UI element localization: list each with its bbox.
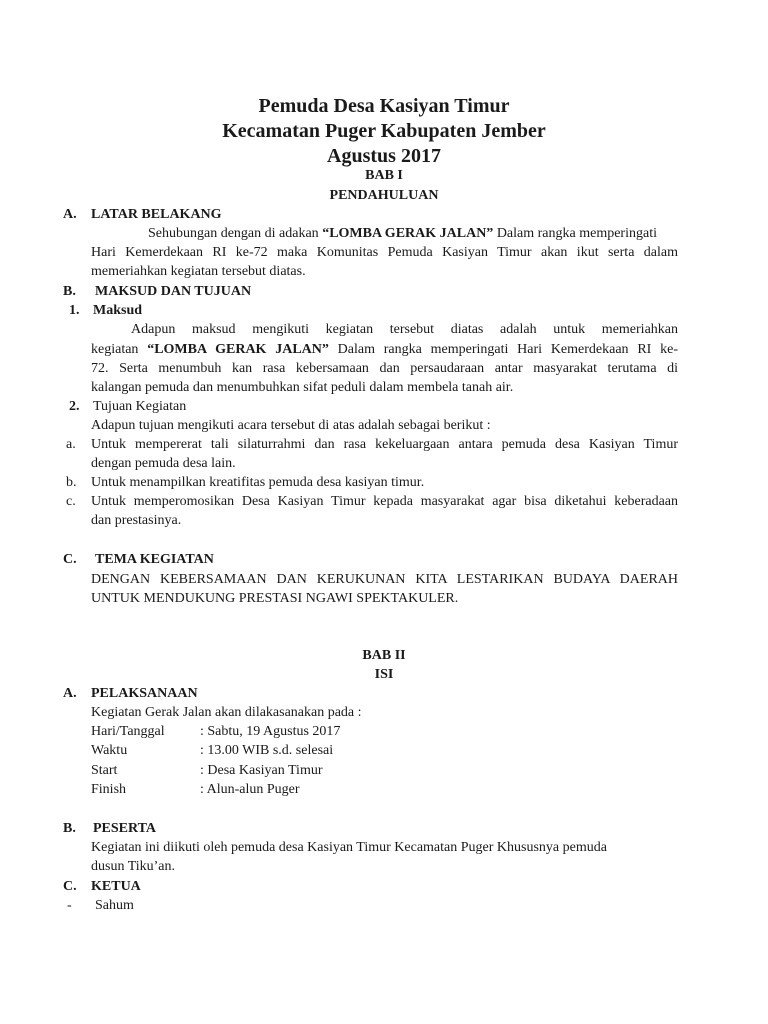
section-b-marker: B. bbox=[63, 284, 76, 299]
tujuan-intro: Adapun tujuan mengikuti acara tersebut di atas adalah sebagai berikut : bbox=[91, 418, 491, 433]
section-a-heading: LATAR BELAKANG bbox=[91, 207, 222, 222]
chapter-1-subtitle: PENDAHULUAN bbox=[329, 188, 439, 203]
section-b-heading: MAKSUD DAN TUJUAN bbox=[95, 284, 252, 299]
section-a-marker: A. bbox=[63, 207, 77, 222]
ketua-item-marker: - bbox=[67, 898, 72, 913]
chapter-2-title: BAB II bbox=[362, 648, 406, 663]
pelaksanaan-marker: A. bbox=[63, 686, 77, 701]
schedule-date-value: : Sabtu, 19 Agustus 2017 bbox=[200, 724, 341, 739]
peserta-heading: PESERTA bbox=[93, 821, 157, 836]
maksud-heading: Maksud bbox=[93, 303, 143, 318]
peserta-marker: B. bbox=[63, 821, 76, 836]
tujuan-item-b-line-1: Untuk menampilkan kreatifitas pemuda desa kasiyan timur. bbox=[91, 475, 425, 490]
tujuan-item-c-line-2: dan prestasinya. bbox=[91, 513, 182, 528]
background-line-2: Hari Kemerdekaan RI ke-72 maka Komunitas Pemuda Kasiyan Timur akan ikut serta dalam bbox=[91, 245, 678, 260]
background-line-3: memeriahkan kegiatan tersebut diatas. bbox=[91, 264, 306, 279]
tujuan-item-a-line-2: dengan pemuda desa lain. bbox=[91, 456, 236, 471]
pelaksanaan-heading: PELAKSANAAN bbox=[91, 686, 198, 701]
background-paragraph: Sehubungan dengan di adakan “LOMBA GERAK JALAN” Dalam rangka memperingati bbox=[148, 226, 657, 241]
document-title-line2: Kecamatan Puger Kabupaten Jember bbox=[222, 120, 546, 142]
ketua-heading: KETUA bbox=[91, 879, 141, 894]
maksud-marker: 1. bbox=[69, 303, 80, 318]
ketua-marker: C. bbox=[63, 879, 77, 894]
theme-line-2: UNTUK MENDUKUNG PRESTASI NGAWI SPEKTAKULER. bbox=[91, 591, 459, 606]
tujuan-heading: Tujuan Kegiatan bbox=[93, 399, 187, 414]
schedule-start-value: : Desa Kasiyan Timur bbox=[200, 763, 323, 778]
peserta-line-2: dusun Tiku’an. bbox=[91, 859, 176, 874]
schedule-date-label: Hari/Tanggal bbox=[91, 724, 165, 739]
tujuan-marker: 2. bbox=[69, 399, 80, 414]
chapter-2-subtitle: ISI bbox=[374, 667, 394, 682]
schedule-finish-value: : Alun-alun Puger bbox=[200, 782, 300, 797]
schedule-time-label: Waktu bbox=[91, 743, 128, 758]
maksud-line-1: Adapun maksud mengikuti kegiatan tersebut diatas adalah untuk memeriahkan bbox=[131, 322, 678, 337]
tujuan-item-c-line-1: Untuk memperomosikan Desa Kasiyan Timur kepada masyarakat agar bisa diketahui keberadaan bbox=[91, 494, 678, 509]
schedule-finish-label: Finish bbox=[91, 782, 127, 797]
schedule-start-label: Start bbox=[91, 763, 118, 778]
theme-line-1: DENGAN KEBERSAMAAN DAN KERUKUNAN KITA LESTARIKAN BUDAYA DAERAH bbox=[91, 572, 678, 587]
maksud-line-3: 72. Serta menumbuh kan rasa kebersamaan dan persaudaraan antar masyarakat terutama di bbox=[91, 361, 678, 376]
schedule-time-value: : 13.00 WIB s.d. selesai bbox=[200, 743, 334, 758]
tujuan-item-a-marker: a. bbox=[66, 437, 76, 452]
pelaksanaan-intro: Kegiatan Gerak Jalan akan dilakasanakan pada : bbox=[91, 705, 362, 720]
ketua-item-name: Sahum bbox=[95, 898, 134, 913]
maksud-line-2: kegiatan “LOMBA GERAK JALAN” Dalam rangka memperingati Hari Kemerdekaan RI ke- bbox=[91, 342, 678, 357]
document-title-line3: Agustus 2017 bbox=[327, 145, 441, 167]
section-c-marker: C. bbox=[63, 552, 77, 567]
document-title-line1: Pemuda Desa Kasiyan Timur bbox=[258, 95, 510, 117]
section-c-heading: TEMA KEGIATAN bbox=[95, 552, 214, 567]
tujuan-item-a-line-1: Untuk mempererat tali silaturrahmi dan rasa kekeluargaan antara pemuda desa Kasiyan Timur bbox=[91, 437, 678, 452]
maksud-line-4: kalangan pemuda dan menumbuhkan sifat peduli dalam membela tanah air. bbox=[91, 380, 514, 395]
tujuan-item-c-marker: c. bbox=[66, 494, 76, 509]
peserta-line-1: Kegiatan ini diikuti oleh pemuda desa Kasiyan Timur Kecamatan Puger Khususnya pemuda bbox=[91, 840, 607, 855]
tujuan-item-b-marker: b. bbox=[66, 475, 77, 490]
chapter-1-title: BAB I bbox=[365, 168, 403, 183]
